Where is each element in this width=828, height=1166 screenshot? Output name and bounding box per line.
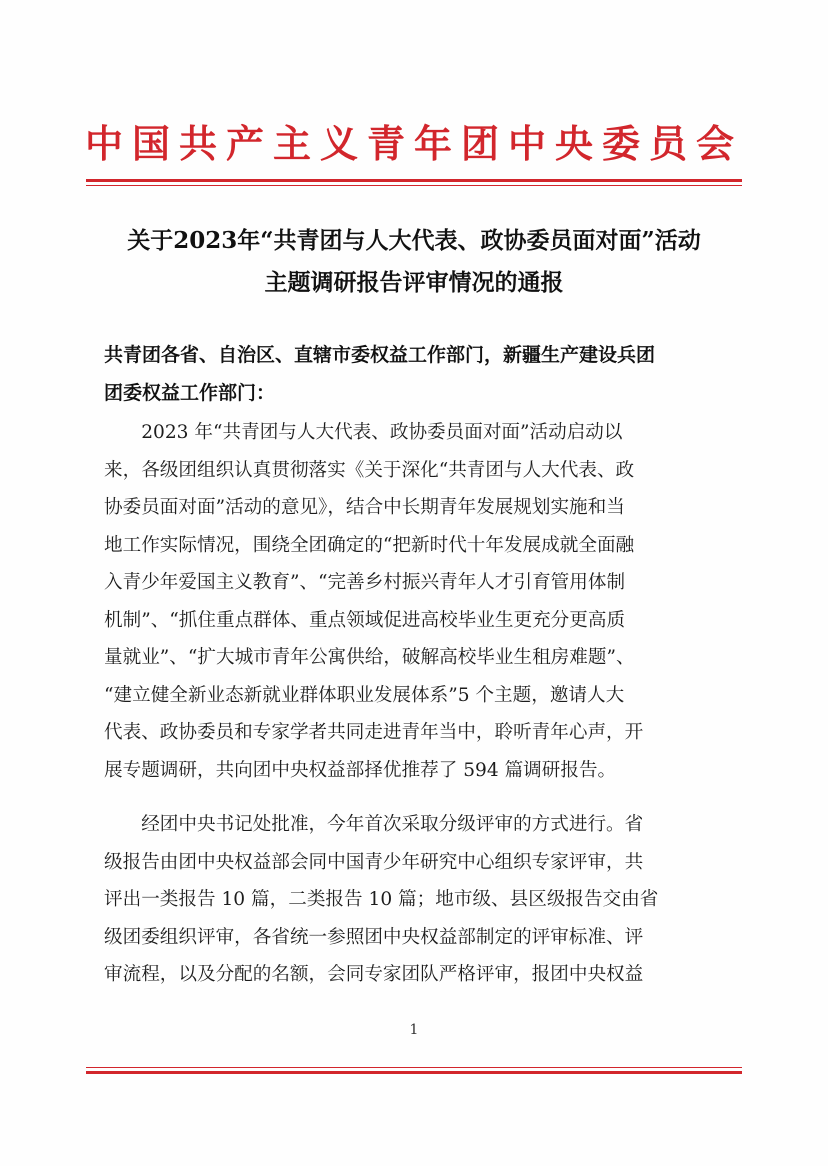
paragraph-1 xyxy=(104,414,732,789)
addressee-line-1: 共青团各省、自治区、直辖市委权益工作部门，新疆生产建设兵团 xyxy=(104,344,656,366)
page-number: 1 xyxy=(409,1022,419,1038)
addressee xyxy=(104,336,744,412)
paragraph-line: 级报告由团中央权益部会同中国青少年研究中心组织专家评审，共 xyxy=(104,851,644,873)
paragraph-line: 评出一类报告 10 篇，二类报告 10 篇；地市级、县区级报告交由省 xyxy=(104,889,659,910)
paragraph-line: 级团委组织评审，各省统一参照团中央权益部制定的评审标准、评 xyxy=(104,926,644,948)
paragraph-line: 来，各级团组织认真贯彻落实《关于深化“共青团与人大代表、政 xyxy=(104,459,635,481)
footer-rule xyxy=(86,1067,742,1077)
addressee-line-2: 团委权益工作部门： xyxy=(104,382,276,404)
document-title-line-1: 关于2023年“共青团与人大代表、政协委员面对面”活动 xyxy=(127,227,701,254)
document-title-line-2: 主题调研报告评审情况的通报 xyxy=(264,269,564,296)
masthead-title: 中国共产主义青年团中央委员会 xyxy=(84,121,743,166)
rule-thick-line xyxy=(86,1071,742,1074)
paragraph-line: 经团中央书记处批准，今年首次采取分级评审的方式进行。省 xyxy=(104,814,644,835)
masthead-rule xyxy=(86,179,742,186)
paragraph-line: 机制”、“抓住重点群体、重点领域促进高校毕业生更充分更高质 xyxy=(104,609,626,631)
paragraph-line: 协委员面对面”活动的意见》，结合中长期青年发展规划实施和当 xyxy=(104,497,625,518)
paragraph-line: 地工作实际情况，围绕全团确定的“把新时代十年发展成就全面融 xyxy=(104,534,635,556)
paragraph-line: 审流程，以及分配的名额，会同专家团队严格评审，报团中央权益 xyxy=(104,964,644,985)
rule-thin-line xyxy=(86,185,742,186)
rule-thick-line xyxy=(86,179,742,182)
paragraph-line: 入青少年爱国主义教育”、“完善乡村振兴青年人才引育管用体制 xyxy=(104,572,626,593)
paragraph-line: 展专题调研，共向团中央权益部择优推荐了 594 篇调研报告。 xyxy=(104,759,617,781)
paragraph-line: 代表、政协委员和专家学者共同走进青年当中，聆听青年心声，开 xyxy=(104,722,644,743)
document-title xyxy=(70,220,758,304)
paragraph-line: 量就业”、“扩大城市青年公寓供给，破解高校毕业生租房难题”、 xyxy=(104,647,635,668)
paragraph-2 xyxy=(104,806,732,994)
paragraph-line: 2023 年“共青团与人大代表、政协委员面对面”活动启动以 xyxy=(104,422,623,443)
paragraph-line: “建立健全新业态新就业群体职业发展体系”5 个主题，邀请人大 xyxy=(104,684,625,706)
